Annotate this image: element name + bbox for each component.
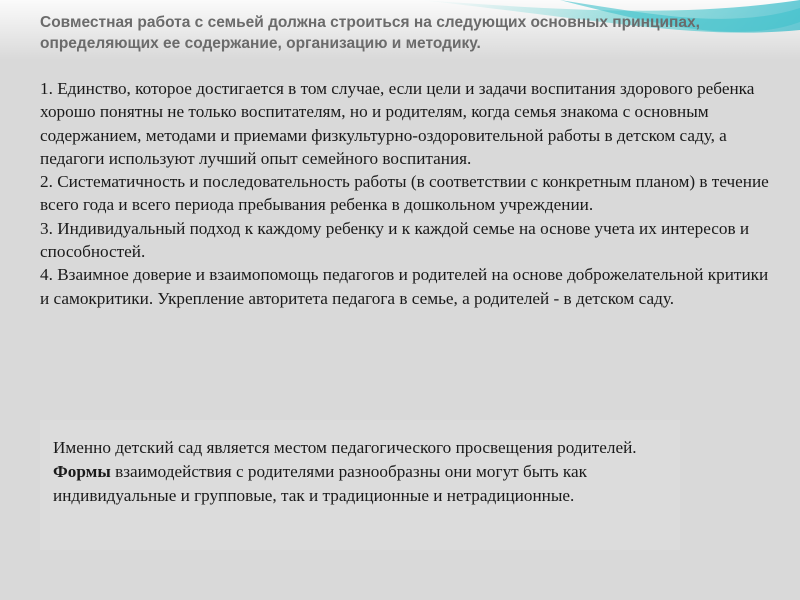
principle-item: 1. Единство, которое достигается в том случае, если цели и задачи воспитания здорового ребенка хорошо понятны не только воспитателям, но и родителям, когда семья знакома с основным содержанием, методами и приемами физкультурно-оздоровительной работы в детском саду, а педагоги используют лучший опыт семейного воспитания. bbox=[40, 79, 755, 168]
principle-item: 4. Взаимное доверие и взаимопомощь педагогов и родителей на основе доброжелательной критики и самокритики. Укрепление авторитета педагога в семье, а родителей - в детском саду. bbox=[40, 265, 769, 308]
forms-text-before: Именно детский сад является местом педагогического просвещения родителей. bbox=[53, 438, 637, 457]
principle-item: 2. Систематичность и последовательность работы (в соответствии с конкретным планом) в течение всего года и всего периода пребывания ребенка в дошкольном учреждении. bbox=[40, 172, 769, 215]
slide-title: Совместная работа с семьей должна строиться на следующих основных принципах, определяющих ее содержание, организацию и методику. bbox=[40, 14, 700, 52]
forms-bold-word: Формы bbox=[53, 462, 111, 481]
forms-paragraph bbox=[53, 436, 653, 508]
principles-list bbox=[40, 77, 770, 310]
forms-text-after: взаимодействия с родителями разнообразны они могут быть как индивидуальные и групповые, так и традиционные и нетрадиционные. bbox=[53, 462, 587, 505]
principle-item: 3. Индивидуальный подход к каждому ребенку и к каждой семье на основе учета их интересов и способностей. bbox=[40, 218, 750, 262]
